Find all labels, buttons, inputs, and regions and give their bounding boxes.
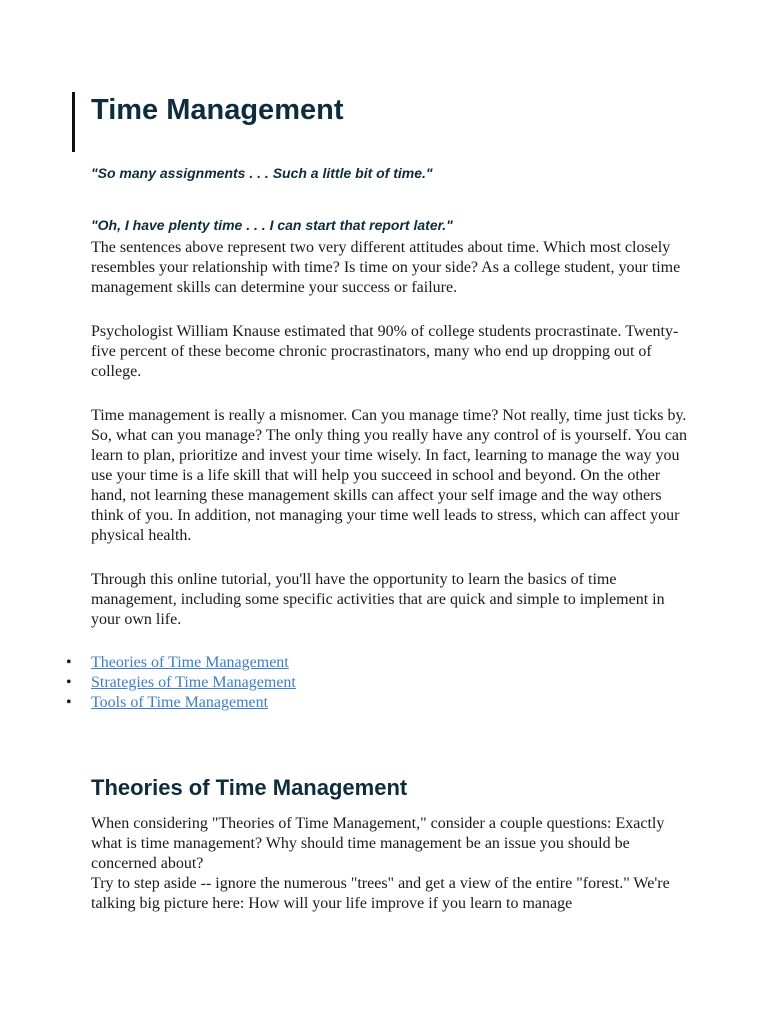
list-item [66,673,296,693]
bullet-icon: • [66,654,72,671]
quote-procrastination-1: "So many assignments . . . Such a little bit of time." [91,165,433,181]
list-item [66,653,296,673]
topic-links-list [66,653,296,713]
section-title-theories: Theories of Time Management [91,775,408,800]
bullet-icon: • [66,674,72,691]
link-tools[interactable]: Tools of Time Management [91,694,269,711]
bullet-icon: • [66,694,72,711]
misnomer-paragraph: Time management is really a misnomer. Can you manage time? Not really, time just ticks by. So, what can you manage? The only thing you really have any control of is yourself. You can learn to plan, prioritize and invest your time wisely. In fact, learning to manage the way you use your time is a life skill that will help you succeed in school and beyond. On the other hand, not learning these management skills can affect your self image and the way others think of you. In addition, not managing your time well leads to stress, which can affect your physical health. [91,407,688,544]
text-cursor-bar [72,92,75,152]
page-title: Time Management [91,94,344,126]
intro-paragraph: The sentences above represent two very different attitudes about time. Which most closely resembles your relationship with time? Is time on your side? As a college student, your time management skills can determine your success or failure. [91,239,681,296]
theories-questions-paragraph: When considering "Theories of Time Management," consider a couple questions: Exactly what is time management? Why should time management be an issue you should be concerned about? [91,815,665,872]
quote-procrastination-2: "Oh, I have plenty time . . . I can start that report later." [91,217,453,233]
statistics-paragraph: Psychologist William Knause estimated that 90% of college students procrastinate. Twenty-five percent of these become chronic procrastinators, many who end up dropping out of college. [91,323,679,380]
big-picture-paragraph: Try to step aside -- ignore the numerous "trees" and get a view of the entire "forest." We're talking big picture here: How will your life improve if you learn to manage [91,875,670,912]
tutorial-paragraph: Through this online tutorial, you'll have the opportunity to learn the basics of time management, including some specific activities that are quick and simple to implement in your own life. [91,571,665,628]
link-strategies[interactable]: Strategies of Time Management [91,674,296,691]
list-item [66,693,296,713]
link-theories[interactable]: Theories of Time Management [91,654,289,671]
